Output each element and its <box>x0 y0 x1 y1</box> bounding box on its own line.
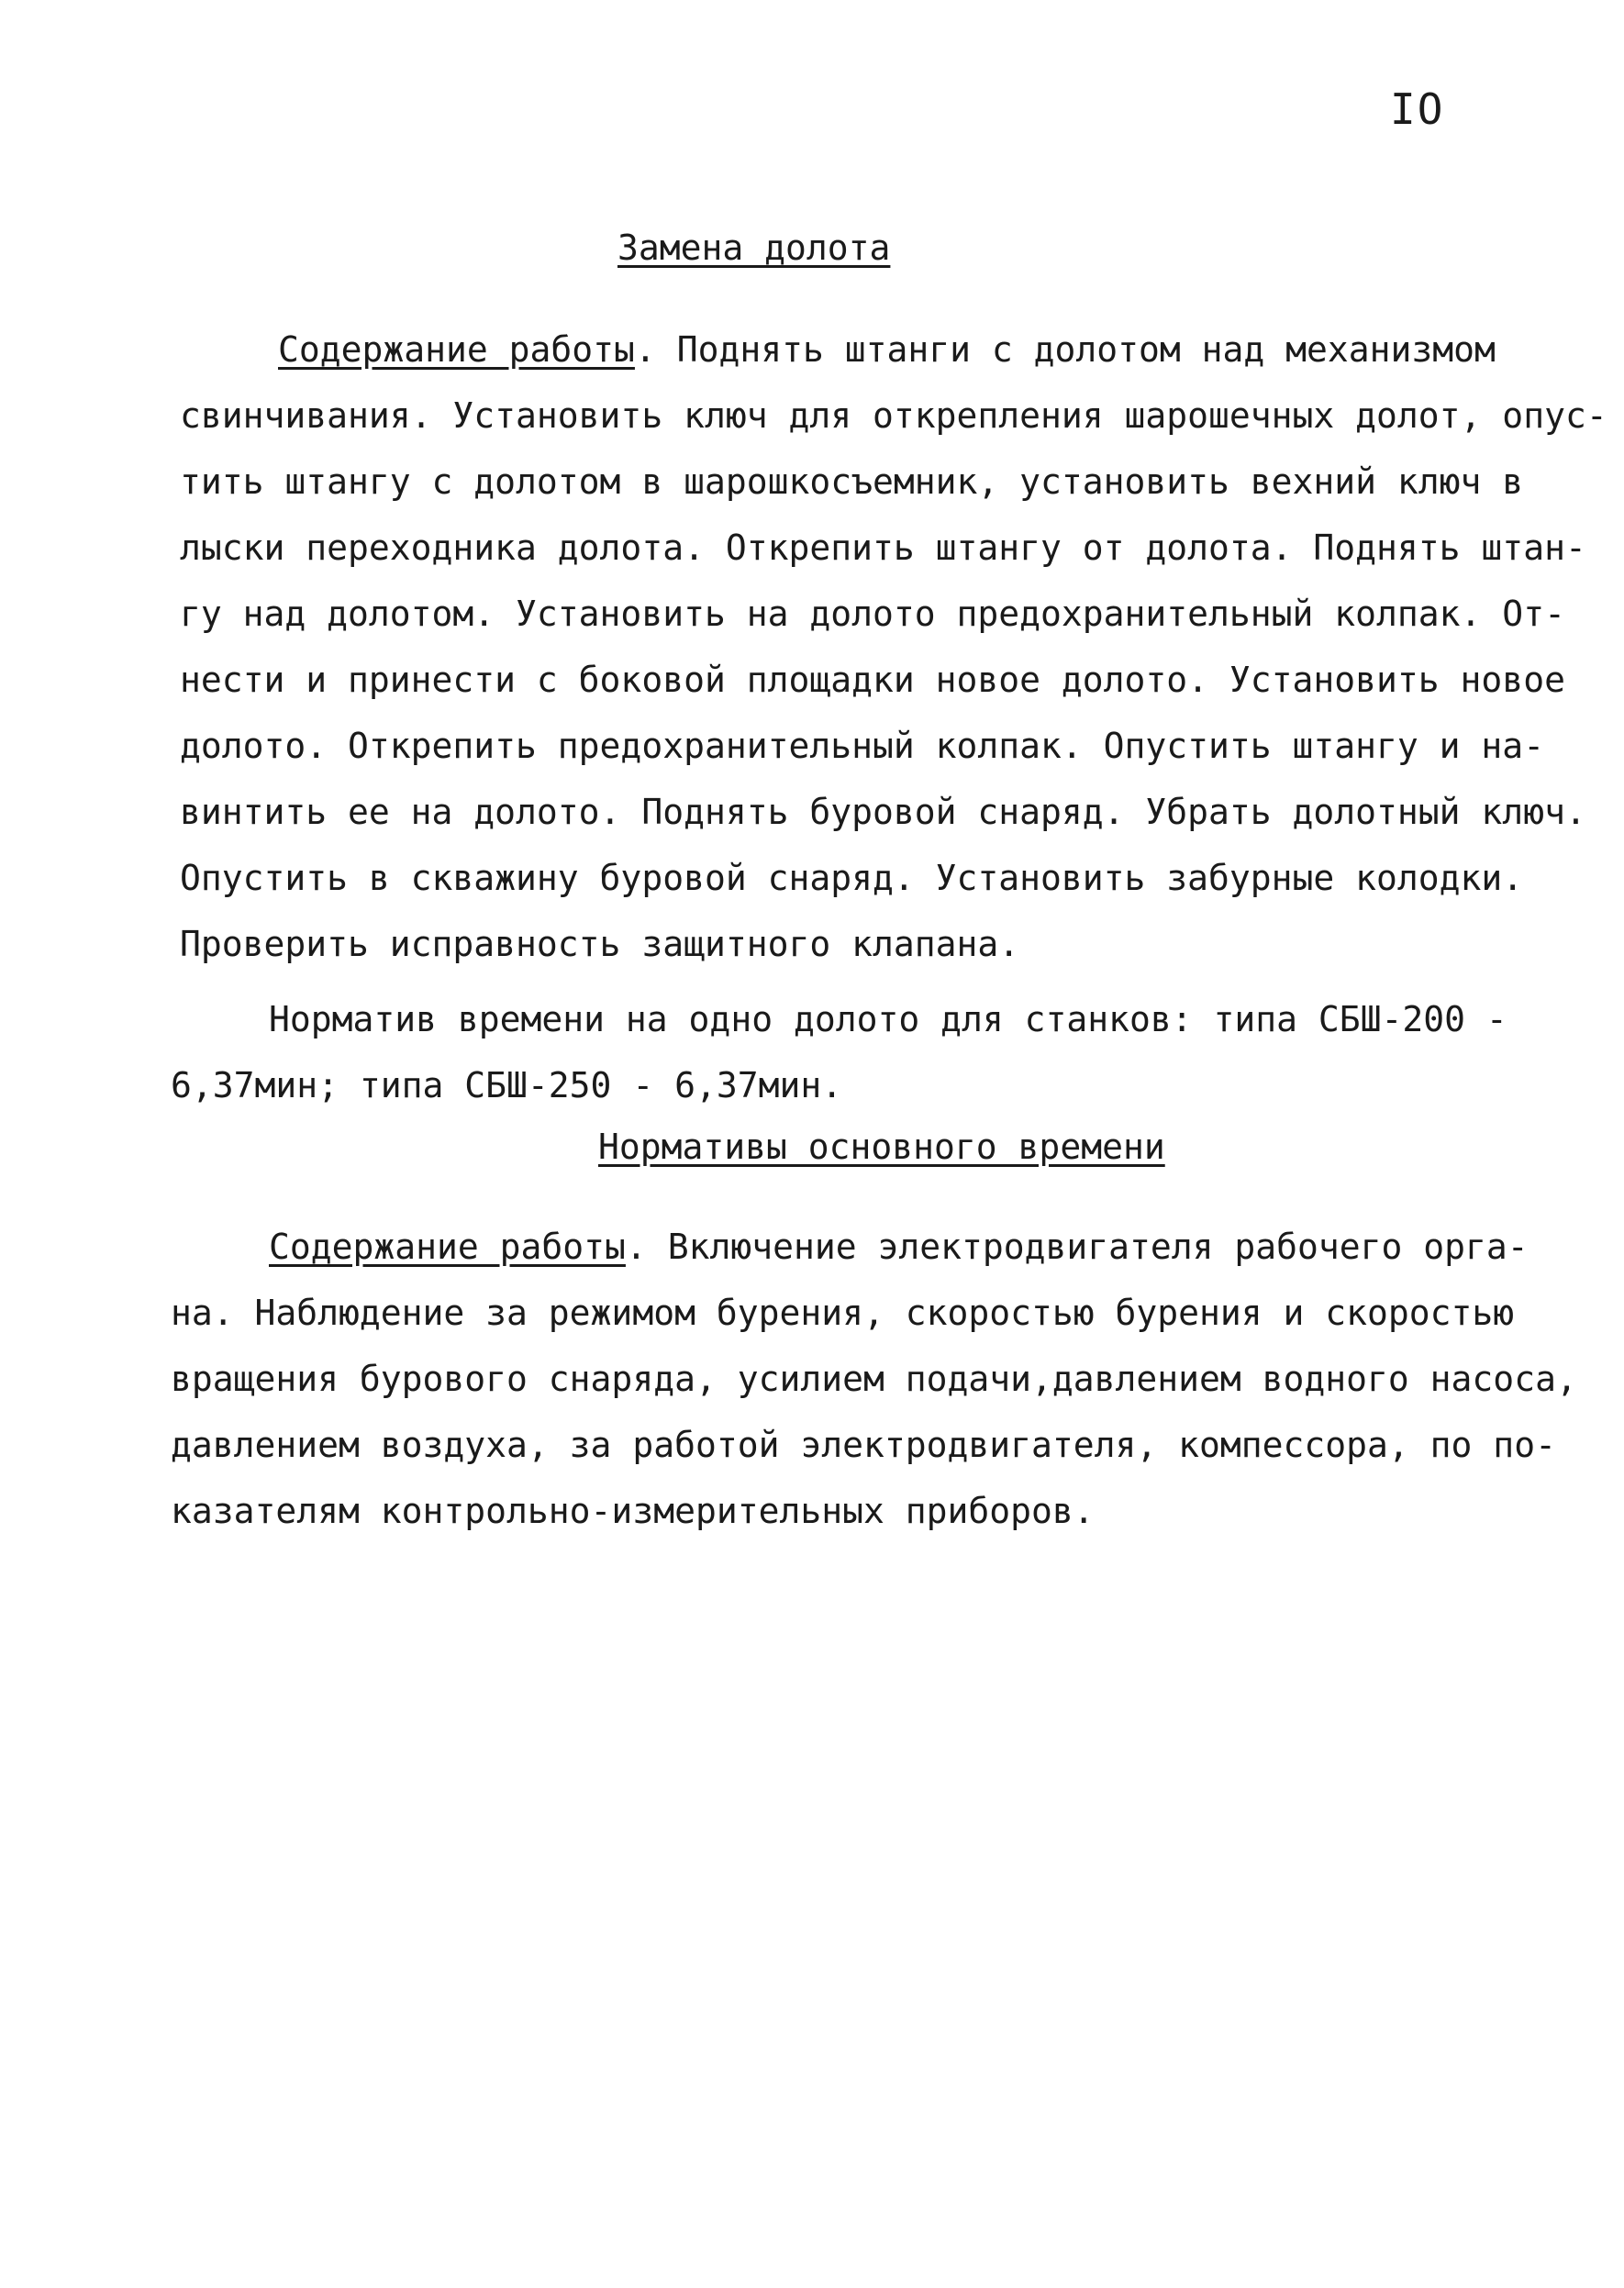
paragraph-line: винтить ее на долото. Поднять буровой снаряд. Убрать долотный ключ. <box>180 792 1586 832</box>
paragraph-line: свинчивания. Установить ключ для открепления шарошечных долот, опус- <box>180 395 1607 436</box>
work-content-paragraph-2 <box>171 1214 1577 1544</box>
work-content-label: Содержание работы <box>269 1227 626 1267</box>
paragraph-line: Содержание работы. Поднять штанги с долотом над механизмом <box>278 329 1496 370</box>
paragraph-line: давлением воздуха, за работой электродвигателя, компессора, по по- <box>171 1425 1556 1465</box>
paragraph-line: тить штангу с долотом в шарошкосъемник, установить вехний ключ в <box>180 461 1524 502</box>
paragraph-line: Проверить исправность защитного клапана. <box>180 924 1020 964</box>
section-title-basic-time-norms: Нормативы основного времени <box>598 1127 1165 1167</box>
paragraph-line: долото. Открепить предохранительный колпак. Опустить штангу и на- <box>180 726 1545 766</box>
paragraph-line: гу над долотом. Установить на долото предохранительный колпак. От- <box>180 594 1565 634</box>
page-number: IO <box>1390 84 1445 134</box>
paragraph-line: казателям контрольно-измерительных приборов. <box>171 1491 1095 1531</box>
paragraph-line: на. Наблюдение за режимом бурения, скоростью бурения и скоростью <box>171 1293 1515 1333</box>
paragraph-line: вращения бурового снаряда, усилием подачи,давлением водного насоса, <box>171 1359 1577 1399</box>
paragraph-line: лыски переходника долота. Открепить штангу от долота. Поднять штан- <box>180 528 1586 568</box>
section-title-bit-replacement: Замена долота <box>617 228 891 268</box>
paragraph-line: Норматив времени на одно долото для станков: типа СБШ-200 - <box>269 999 1507 1039</box>
work-content-paragraph-1 <box>180 317 1607 977</box>
paragraph-line: Опустить в скважину буровой снаряд. Установить забурные колодки. <box>180 858 1524 898</box>
time-norm-paragraph <box>171 986 1529 1118</box>
paragraph-line: нести и принести с боковой площадки новое долото. Установить новое <box>180 660 1565 700</box>
paragraph-line: Содержание работы. Включение электродвигателя рабочего орга- <box>269 1227 1529 1267</box>
work-content-label: Содержание работы <box>278 329 635 370</box>
paragraph-line: 6,37мин; типа СБШ-250 - 6,37мин. <box>171 1065 843 1105</box>
